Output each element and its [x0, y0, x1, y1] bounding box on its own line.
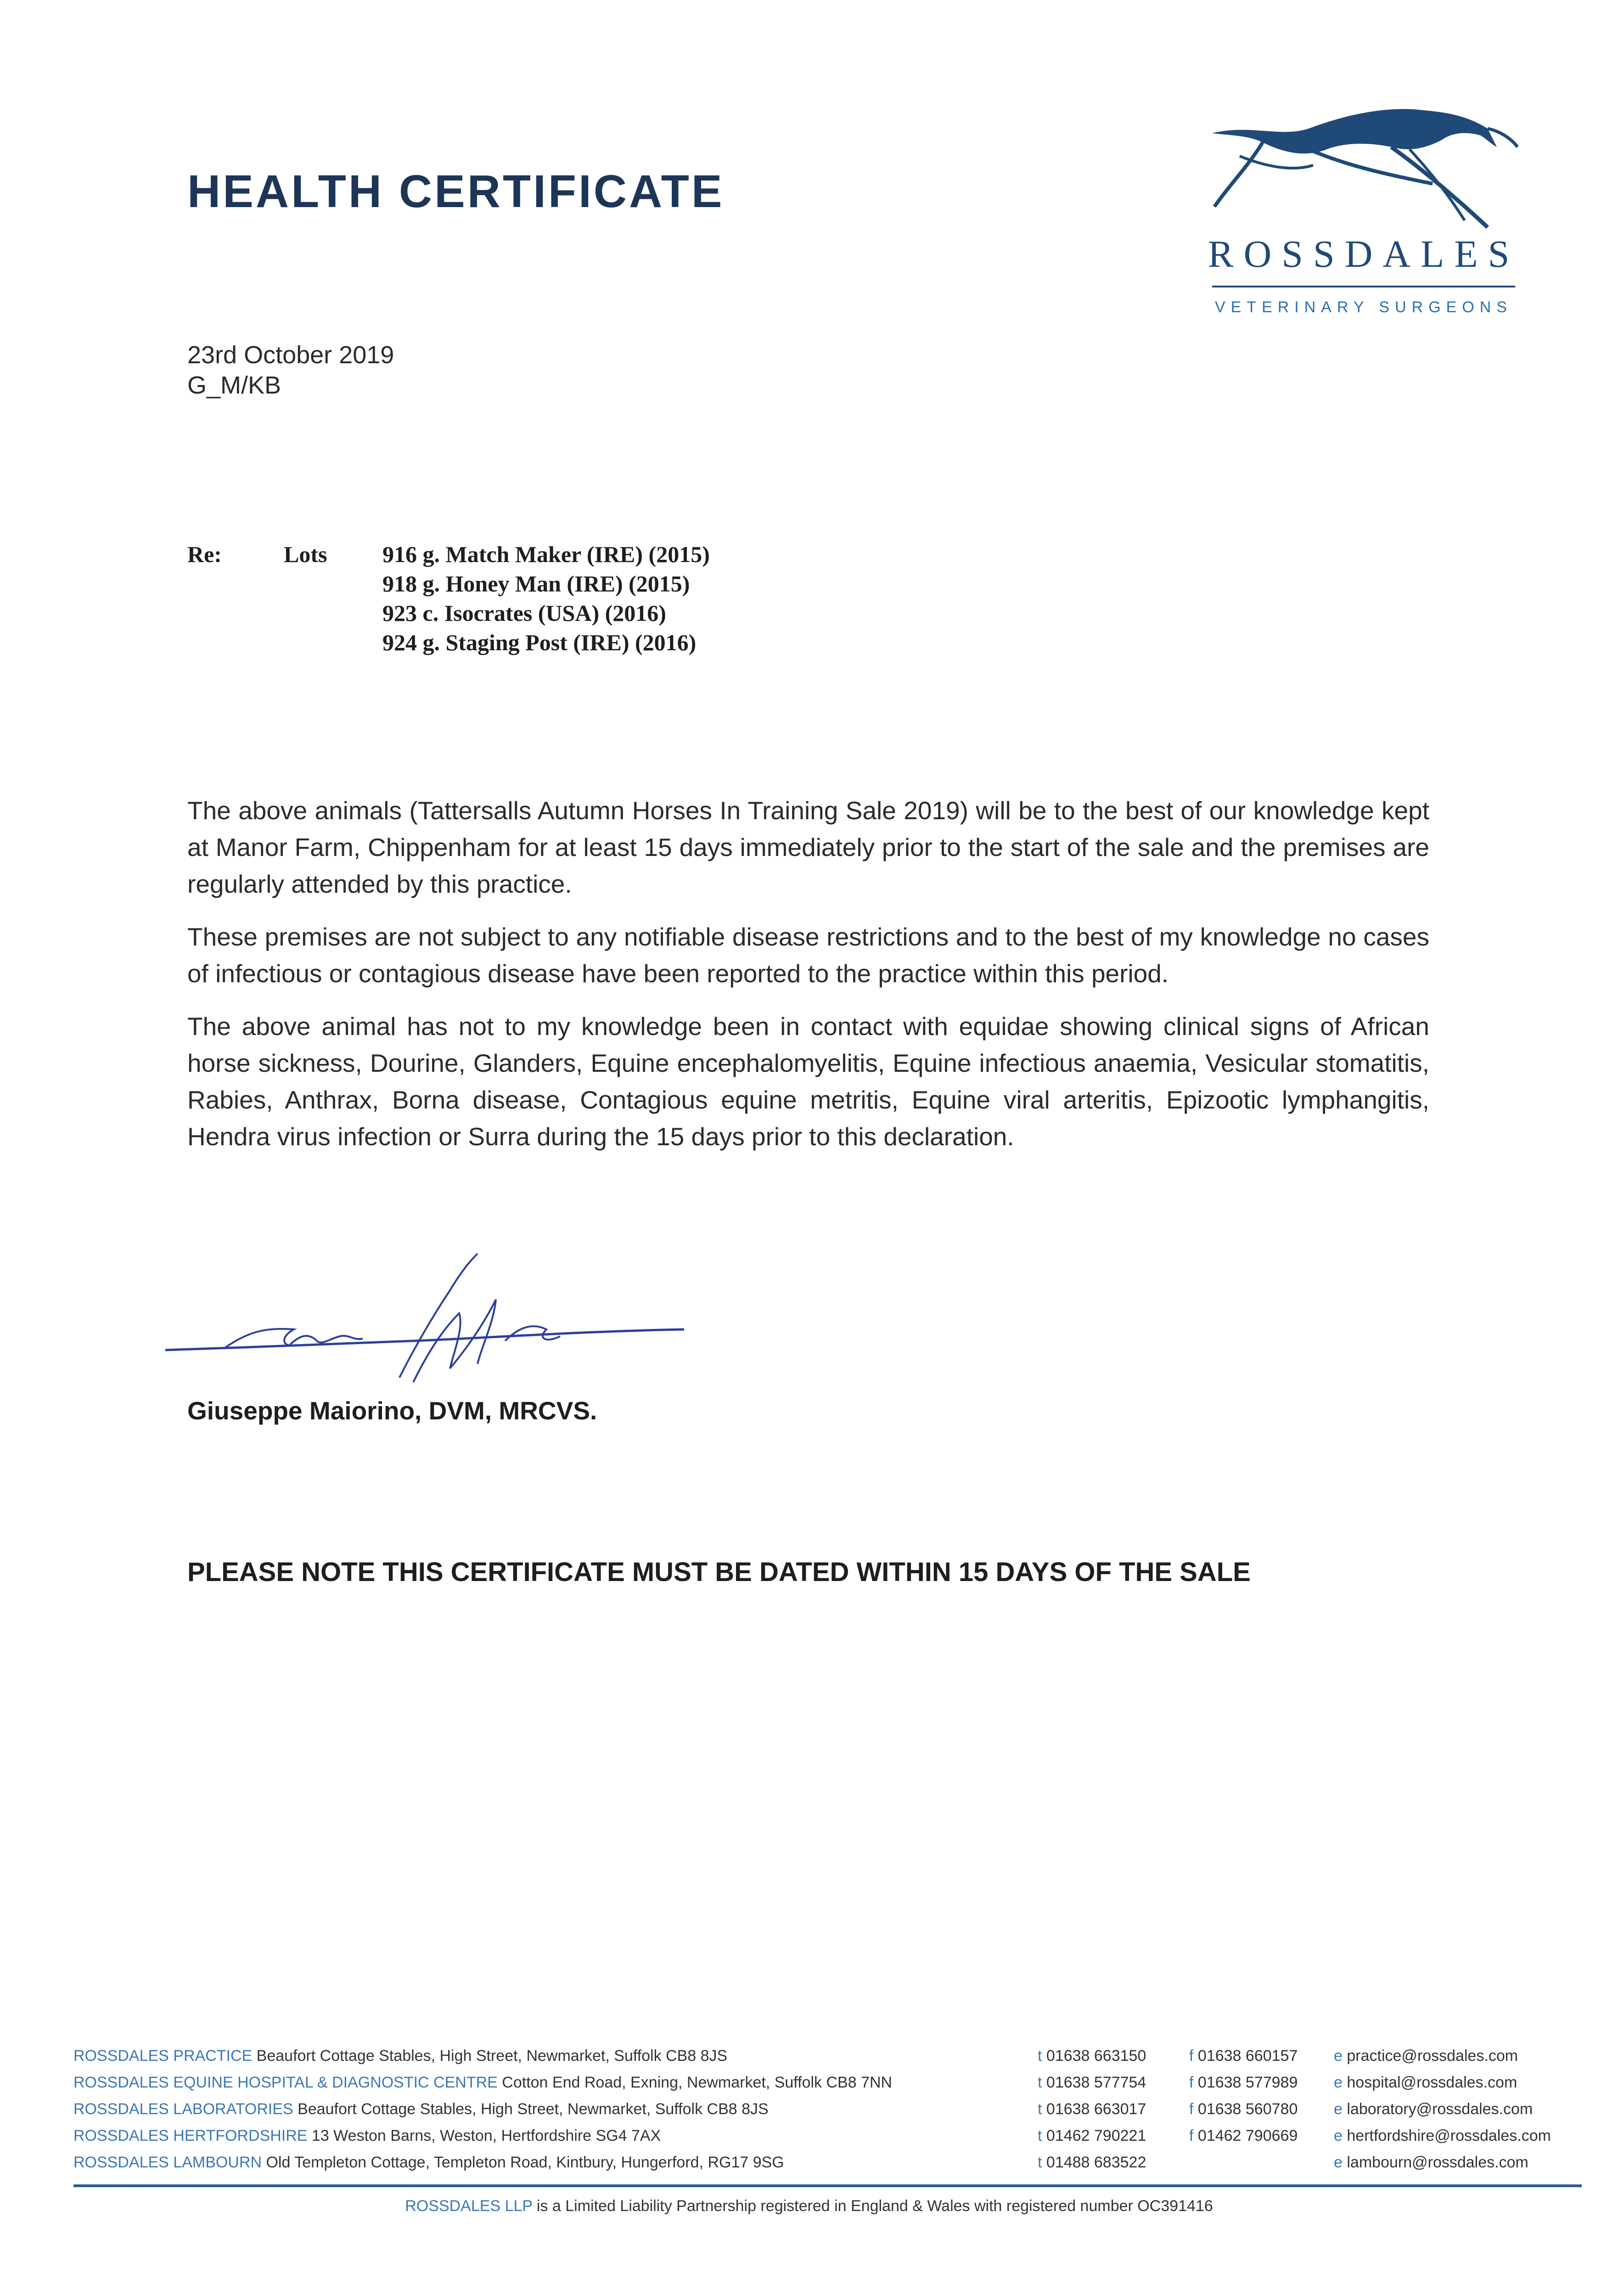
branch-name: ROSSDALES EQUINE HOSPITAL & DIAGNOSTIC CENTRE	[73, 2074, 498, 2091]
footer-branch	[73, 2047, 727, 2065]
footer-row	[73, 2127, 1566, 2154]
footer-branch	[73, 2154, 784, 2172]
branch-address: 13 Weston Barns, Weston, Hertfordshire SG4 7AX	[311, 2127, 661, 2144]
branch-fax: f 01462 790669	[1189, 2127, 1298, 2144]
branch-address: Cotton End Road, Exning, Newmarket, Suffolk CB8 7NN	[502, 2074, 893, 2091]
branch-email[interactable]: e practice@rossdales.com	[1334, 2047, 1518, 2065]
brand-name: ROSSDALES	[1208, 233, 1520, 276]
branch-fax: f 01638 560780	[1189, 2100, 1298, 2118]
branch-email[interactable]: e lambourn@rossdales.com	[1334, 2154, 1528, 2171]
re-label: Re:	[187, 541, 222, 567]
footer-branch	[73, 2127, 661, 2145]
lots-list	[382, 540, 710, 657]
footer-row	[73, 2154, 1566, 2180]
branch-fax: f 01638 577989	[1189, 2074, 1298, 2091]
footer-row	[73, 2100, 1566, 2127]
date: 23rd October 2019	[187, 341, 394, 369]
lot-item: 916 g. Match Maker (IRE) (2015)	[382, 541, 710, 567]
footer-branch	[73, 2100, 769, 2118]
branch-tel: t 01462 790221	[1038, 2127, 1146, 2144]
brand-subtitle: VETERINARY SURGEONS	[1214, 298, 1513, 316]
footer-row	[73, 2047, 1566, 2074]
reference: G_M/KB	[187, 371, 281, 399]
lot-item: 924 g. Staging Post (IRE) (2016)	[382, 630, 697, 655]
branch-fax: f 01638 660157	[1189, 2047, 1298, 2065]
letter-meta	[187, 340, 394, 400]
lot-item: 923 c. Isocrates (USA) (2016)	[382, 600, 666, 626]
llp-statement	[0, 2197, 1618, 2215]
branch-name: ROSSDALES LABORATORIES	[73, 2100, 293, 2118]
paragraph-2: These premises are not subject to any notifiable disease restrictions and to the best of my knowledge no cases of infectious or contagious disease have been reported to the practice within this period.	[187, 923, 1429, 988]
notice: PLEASE NOTE THIS CERTIFICATE MUST BE DATED WITHIN 15 DAYS OF THE SALE	[187, 1557, 1251, 1587]
paragraph-1: The above animals (Tattersalls Autumn Horses In Training Sale 2019) will be to the best of our knowledge kept at Manor Farm, Chippenham for at least 15 days immediately prior to the start of the sale and the premises are regularly attended by this practice.	[187, 796, 1429, 898]
branch-email[interactable]: e hertfordshire@rossdales.com	[1334, 2127, 1551, 2144]
handwritten-signature	[156, 1249, 707, 1396]
branch-address: Old Templeton Cottage, Templeton Road, Kintbury, Hungerford, RG17 9SG	[266, 2154, 784, 2171]
branch-tel: t 01638 663017	[1038, 2100, 1146, 2118]
branch-name: ROSSDALES LAMBOURN	[73, 2154, 262, 2171]
brand-divider	[1212, 286, 1515, 287]
branch-name: ROSSDALES HERTFORDSHIRE	[73, 2127, 308, 2144]
paragraph-3: The above animal has not to my knowledge been in contact with equidae showing clinical signs of African horse sickness, Dourine, Glanders, Equine encephalomyelitis, Equine infectious anaemia, Vesicular stomatitis, Rabies, Anthrax, Borna disease, Contagious equine metritis, Equine viral arteritis, Epizootic lymphangitis, Hendra virus infection or Surra during the 15 days prior to this declaration.	[187, 1012, 1429, 1151]
footer-contacts	[73, 2047, 1566, 2180]
branch-email[interactable]: e hospital@rossdales.com	[1334, 2074, 1517, 2091]
footer-branch	[73, 2074, 892, 2092]
footer-divider	[73, 2184, 1582, 2187]
branch-tel: t 01638 663150	[1038, 2047, 1146, 2065]
lot-item: 918 g. Honey Man (IRE) (2015)	[382, 571, 690, 597]
lots-label: Lots	[284, 541, 327, 567]
horse-icon	[1194, 96, 1524, 234]
page-title: HEALTH CERTIFICATE	[187, 166, 725, 217]
signer-name: Giuseppe Maiorino, DVM, MRCVS.	[187, 1396, 597, 1425]
llp-name: ROSSDALES LLP	[405, 2197, 533, 2215]
branch-email[interactable]: e laboratory@rossdales.com	[1334, 2100, 1533, 2118]
branch-tel: t 01638 577754	[1038, 2074, 1146, 2091]
llp-text: is a Limited Liability Partnership registered in England & Wales with registered number OC391416	[536, 2197, 1213, 2215]
branch-name: ROSSDALES PRACTICE	[73, 2047, 253, 2065]
footer-row	[73, 2074, 1566, 2100]
branch-address: Beaufort Cottage Stables, High Street, Newmarket, Suffolk CB8 8JS	[256, 2047, 728, 2065]
branch-address: Beaufort Cottage Stables, High Street, Newmarket, Suffolk CB8 8JS	[298, 2100, 769, 2118]
branch-tel: t 01488 683522	[1038, 2154, 1146, 2171]
